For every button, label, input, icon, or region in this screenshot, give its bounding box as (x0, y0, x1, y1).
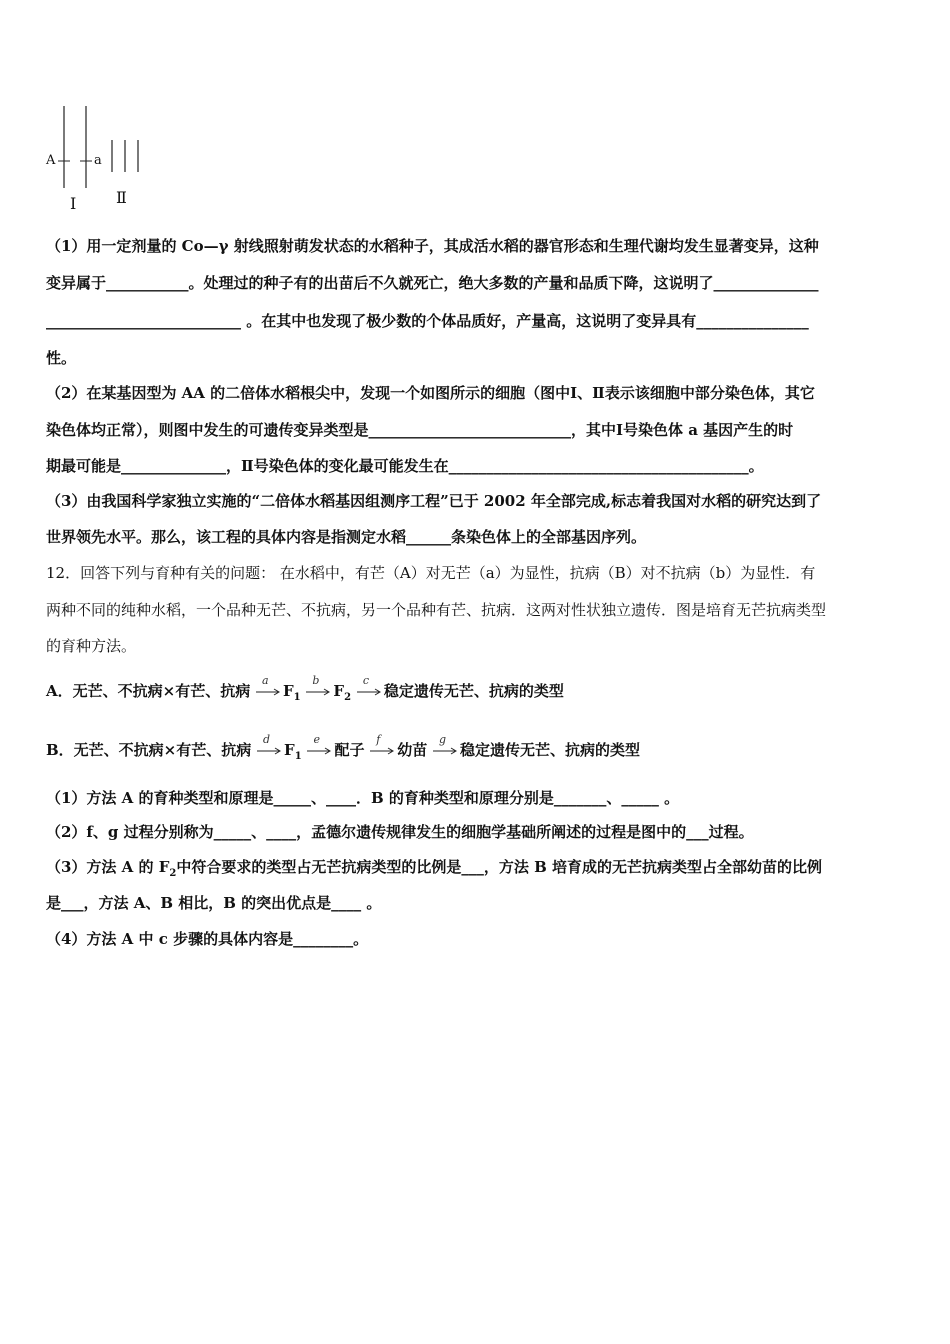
arrow-a (256, 674, 282, 699)
method-b-node-gamete: 配子 (334, 741, 365, 759)
arrow-f (370, 733, 396, 758)
q1-line-4: 性。 (46, 349, 77, 367)
method-a-flow (46, 674, 908, 708)
method-b-node-f1: $F_1$ (284, 741, 302, 762)
q2-line-3: 期最可能是______________，Ⅱ号染色体的变化最可能发生在________________________________________。 (46, 457, 764, 475)
arrow-right-icon (257, 746, 283, 756)
arrow-right-icon (357, 687, 383, 697)
q1-line-3: __________________________ 。在其中也发现了极少数的个体品质好，产量高，这说明了变异具有_______________ (46, 312, 809, 330)
method-b-prefix: B．无芒、不抗病×有芒、抗病 (46, 741, 252, 759)
sub-question-4: （4）方法 A 中 c 步骤的具体内容是________。 (46, 930, 369, 948)
sub-question-2: （2）f、g 过程分别称为_____、____，孟德尔遗传规律发生的细胞学基础所阐述的过程是图中的___过程。 (46, 823, 754, 841)
chromosome-label-I: Ⅰ (70, 194, 77, 213)
q2-line-2: 染色体均正常），则图中发生的可遗传变异类型是___________________________，其中Ⅰ号染色体 a 基因产生的时 (46, 421, 794, 439)
method-b-node-seedling: 幼苗 (397, 741, 428, 759)
arrow-g (433, 733, 459, 758)
gene-label-A: A (46, 153, 56, 168)
chromosome-label-II: Ⅱ (116, 188, 127, 207)
arrow-b-label: b (312, 674, 320, 687)
arrow-c-label: c (362, 674, 369, 687)
arrow-a-label: a (262, 674, 269, 687)
sub-question-1: （1）方法 A 的育种类型和原理是_____、____．B 的育种类型和原理分别是_______、_____ 。 (46, 789, 680, 807)
sub-question-3-line-1: （3）方法 A 的 $F_2$中符合要求的类型占无芒抗病类型的比例是___，方法 B 培育成的无芒抗病类型占全部幼苗的比例 (46, 858, 823, 879)
method-a-result: 稳定遗传无芒、抗病的类型 (383, 682, 564, 700)
chromosome-figure (40, 100, 160, 215)
q2-line-1: （2）在某基因型为 AA 的二倍体水稻根尖中，发现一个如图所示的细胞（图中Ⅰ、Ⅱ表示该细胞中部分染色体，其它 (46, 384, 815, 402)
q12-line-1: 12．回答下列与育种有关的问题： 在水稻中，有芒（A）对无芒（a）为显性，抗病（B）对不抗病（b）为显性．有 (46, 564, 816, 582)
arrow-b (306, 674, 332, 699)
arrow-right-icon (370, 746, 396, 756)
q3-line-1: （3）由我国科学家独立实施的“二倍体水稻基因组测序工程”已于 2002 年全部完成,标志着我国对水稻的研究达到了 (46, 492, 822, 510)
q1-line-1: （1）用一定剂量的 Co—γ 射线照射萌发状态的水稻种子，其成活水稻的器官形态和生理代谢均发生显著变异，这种 (46, 237, 819, 255)
arrow-right-icon (306, 687, 332, 697)
sub-question-3-line-2: 是___，方法 A、B 相比，B 的突出优点是____ 。 (46, 894, 382, 912)
arrow-c (357, 674, 383, 699)
arrow-right-icon (307, 746, 333, 756)
arrow-f-label: f (376, 733, 381, 746)
q12-line-2: 两种不同的纯种水稻，一个品种无芒、不抗病，另一个品种有芒、抗病．这两对性状独立遗传．图是培育无芒抗病类型 (46, 601, 827, 619)
arrow-e-label: e (313, 733, 320, 746)
method-b-result: 稳定遗传无芒、抗病的类型 (460, 741, 641, 759)
method-a-node-f1: $F_1$ (283, 682, 301, 703)
method-a-node-f2: $F_2$ (333, 682, 352, 703)
arrow-e (307, 733, 333, 758)
q3-line-2: 世界领先水平。那么，该工程的具体内容是指测定水稻______条染色体上的全部基因序列。 (46, 528, 647, 546)
gene-label-a: a (94, 153, 102, 168)
q1-line-2: 变异属于___________。处理过的种子有的出苗后不久就死亡，绝大多数的产量和品质下降，这说明了______________ (46, 274, 819, 292)
method-a-prefix: A．无芒、不抗病×有芒、抗病 (46, 682, 251, 700)
arrow-right-icon (433, 746, 459, 756)
arrow-d (257, 733, 283, 758)
arrow-d-label: d (263, 733, 271, 746)
arrow-right-icon (256, 687, 282, 697)
arrow-g-label: g (439, 733, 447, 746)
method-b-flow (46, 733, 908, 767)
q12-line-3: 的育种方法。 (46, 637, 137, 655)
